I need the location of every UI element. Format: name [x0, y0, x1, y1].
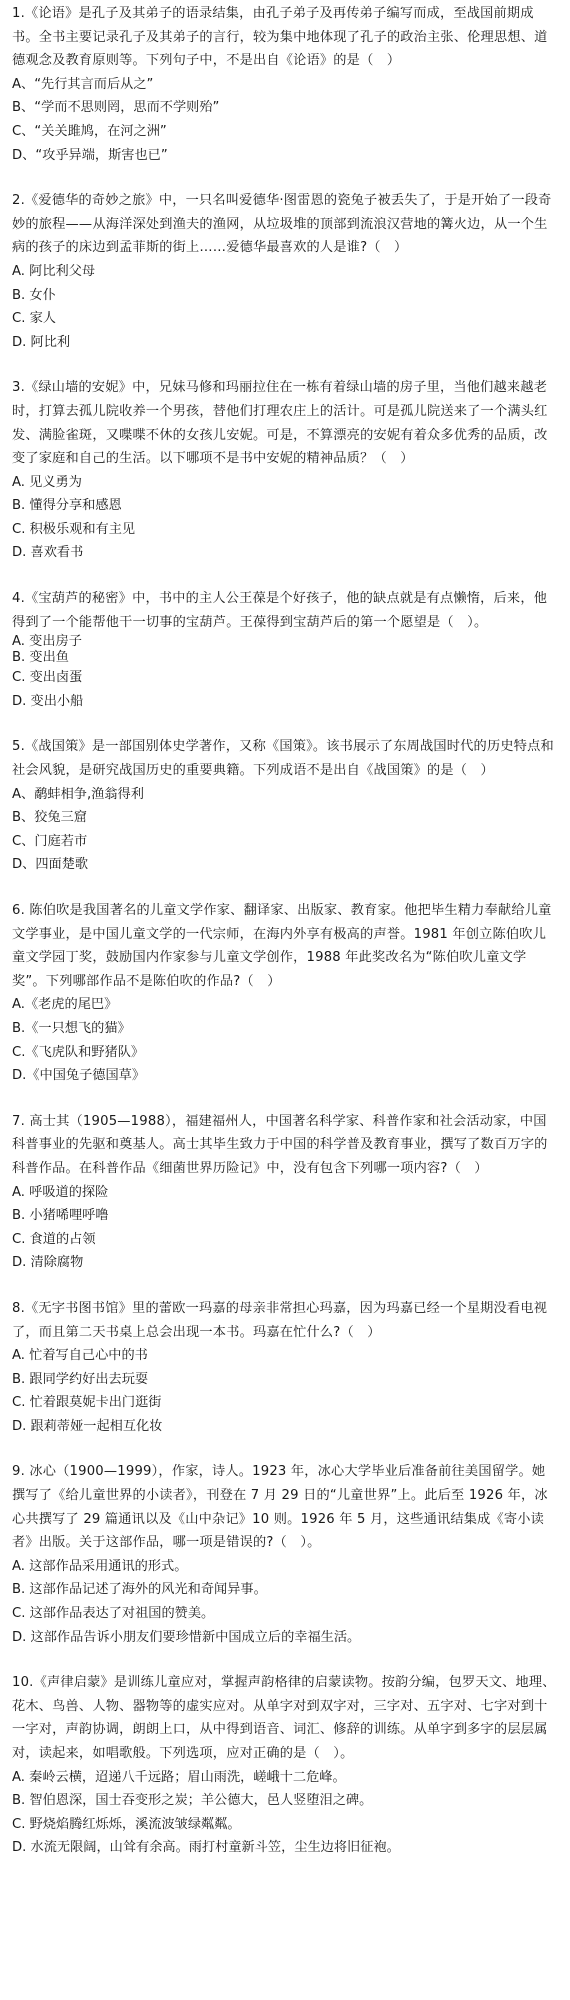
option-a: A. 呼吸道的探险 — [12, 1184, 109, 1200]
question-stem: 2.《爱德华的奇妙之旅》中，一只名叫爱德华·图雷恩的瓷兔子被丢失了，于是开始了一段奇妙的旅程——从海洋深处到渔夫的渔网，从垃圾堆的顶部到流浪汉营地的篝火边，从一个生病的孩子的床边到孟菲斯的街上……爱德华最喜欢的人是谁?（ ） — [12, 193, 552, 256]
question-stem: 1.《论语》是孔子及其弟子的语录结集，由孔子弟子及再传弟子编写而成，至战国前期成书。全书主要记录孔子及其弟子的言行，较为集中地体现了孔子的政治主张、伦理思想、道德观念及教育原则等。下列句子中，不是出自《论语》的是（ ） — [12, 6, 548, 69]
question-10 — [12, 1671, 558, 1860]
option-c: C. 变出卤蛋 — [12, 670, 83, 686]
option-c: C. 忙着跟莫妮卡出门逛街 — [12, 1395, 162, 1411]
option-a: A. 这部作品采用通讯的形式。 — [12, 1558, 188, 1574]
option-c: C、门庭若市 — [12, 833, 88, 849]
option-c: C. 积极乐观和有主见 — [12, 521, 136, 537]
option-c: C. 这部作品表达了对祖国的赞美。 — [12, 1606, 215, 1622]
option-a: A. 阿比利父母 — [12, 263, 96, 279]
question-stem: 9. 冰心（1900—1999），作家，诗人。1923 年，冰心大学毕业后准备前往美国留学。她撰写了《给儿童世界的小读者》，刊登在 7 月 29 日的“儿童世界”上。此后至 1926 年，冰心共撰写了 29 篇通讯以及《山中杂记》10 则。1926 年 5 月，这些通讯结集成《寄小读者》出版。关于这部作品，哪一项是错误的?（ ）。 — [12, 1464, 548, 1551]
option-d: D. 清除腐物 — [12, 1255, 84, 1271]
option-b: B. 这部作品记述了海外的风光和奇闻异事。 — [12, 1582, 267, 1598]
option-b: B、“学而不思则罔，思而不学则殆” — [12, 100, 220, 116]
question-1 — [12, 2, 558, 167]
question-stem: 3.《绿山墙的安妮》中，兄妹马修和玛丽拉住在一栋有着绿山墙的房子里，当他们越来越老时，打算去孤儿院收养一个男孩，替他们打理农庄上的活计。可是孤儿院送来了一个满头红发、满脸雀斑，又喋喋不休的女孩儿安妮。可是，不算漂亮的安妮有着众多优秀的品质，改变了家庭和自己的生活。以下哪项不是书中安妮的精神品质？（ ） — [12, 380, 548, 467]
option-a: A、“先行其言而后从之” — [12, 76, 154, 92]
option-a: A. 秦岭云横，迢递八千远路；眉山雨洗，嵯峨十二危峰。 — [12, 1769, 346, 1785]
option-d: D. 这部作品告诉小朋友们要珍惜新中国成立后的幸福生活。 — [12, 1629, 361, 1645]
option-d: D. 变出小船 — [12, 693, 84, 709]
option-b: B. 女仆 — [12, 287, 56, 303]
option-a: A、鹬蚌相争,渔翁得利 — [12, 786, 144, 802]
option-b: B.《一只想飞的猫》 — [12, 1020, 131, 1036]
question-6 — [12, 899, 558, 1088]
question-stem: 5.《战国策》是一部国别体史学著作，又称《国策》。该书展示了东周战国时代的历史特点和社会风貌，是研究战国历史的重要典籍。下列成语不是出自《战国策》的是（ ） — [12, 739, 554, 779]
option-d: D. 喜欢看书 — [12, 545, 84, 561]
option-d: D、“攻乎异端，斯害也已” — [12, 147, 168, 163]
question-stem: 7. 高士其（1905—1988），福建福州人，中国著名科学家、科普作家和社会活动家，中国科普事业的先驱和奠基人。高士其毕生致力于中国的科学普及教育事业，撰写了数百万字的科普作品。在科普作品《细菌世界历险记》中，没有包含下列哪一项内容?（ ） — [12, 1113, 548, 1176]
question-3 — [12, 376, 558, 565]
question-stem: 10.《声律启蒙》是训练儿童应对，掌握声韵格律的启蒙读物。按韵分编，包罗天文、地理、花木、鸟兽、人物、器物等的虚实应对。从单字对到双字对，三字对、五字对、七字对到十一字对，声韵协调，朗朗上口，从中得到语音、词汇、修辞的训练。从单字到多字的层层属对，读起来，如唱歌般。下列选项，应对正确的是（ ）。 — [12, 1675, 556, 1761]
option-d: D.《中国兔子德国草》 — [12, 1068, 146, 1084]
option-c: C. 食道的占领 — [12, 1231, 96, 1247]
option-a: A. 变出房子 — [12, 634, 82, 650]
option-a: A.《老虎的尾巴》 — [12, 997, 118, 1013]
option-b: B. 懂得分享和感恩 — [12, 498, 122, 514]
option-c: C. 野烧焰腾红烁烁，溪流波皱绿粼粼。 — [12, 1816, 241, 1832]
option-b: B. 跟同学约好出去玩耍 — [12, 1371, 149, 1387]
option-c: C、“关关雎鸠，在河之洲” — [12, 123, 167, 139]
question-9 — [12, 1460, 558, 1649]
question-8 — [12, 1297, 558, 1439]
question-5 — [12, 735, 558, 877]
option-b: B、狡兔三窟 — [12, 810, 87, 826]
option-d: D. 跟莉蒂娅一起相互化妆 — [12, 1418, 163, 1434]
option-d: D、四面楚歌 — [12, 857, 89, 873]
question-stem: 6. 陈伯吹是我国著名的儿童文学作家、翻译家、出版家、教育家。他把毕生精力奉献给儿童文学事业，是中国儿童文学的一代宗师，在海内外享有极高的声誉。1981 年创立陈伯吹儿童文学园丁奖，鼓励国内作家参与儿童文学创作，1988 年此奖改名为“陈伯吹儿童文学奖”。下列哪部作品不是陈伯吹的作品?（ ） — [12, 903, 552, 989]
option-d: D. 阿比利 — [12, 334, 71, 350]
option-a: A. 忙着写自己心中的书 — [12, 1348, 148, 1364]
option-c: C. 家人 — [12, 311, 56, 327]
question-4 — [12, 587, 558, 713]
option-a: A. 见义勇为 — [12, 474, 82, 490]
option-b: B. 智伯恩深，国士吞变形之炭；羊公德大，邑人竖堕泪之碑。 — [12, 1793, 373, 1809]
option-b: B. 变出鱼 — [12, 650, 69, 666]
question-7 — [12, 1110, 558, 1275]
option-c: C.《飞虎队和野猪队》 — [12, 1044, 145, 1060]
question-2 — [12, 189, 558, 354]
question-stem: 8.《无字书图书馆》里的蕾欧一玛嘉的母亲非常担心玛嘉，因为玛嘉已经一个星期没看电视了，而且第二天书桌上总会出现一本书。玛嘉在忙什么?（ ） — [12, 1300, 548, 1340]
option-b: B. 小猪唏哩呼噜 — [12, 1208, 109, 1224]
option-d: D. 水流无限阔，山耸有余高。雨打村童新斗笠，尘生边将旧征袍。 — [12, 1840, 400, 1856]
question-stem: 4.《宝葫芦的秘密》中，书中的主人公王葆是个好孩子，他的缺点就是有点懒惰，后来，他得到了一个能帮他干一切事的宝葫芦。王葆得到宝葫芦后的第一个愿望是（ ）。 — [12, 591, 548, 630]
